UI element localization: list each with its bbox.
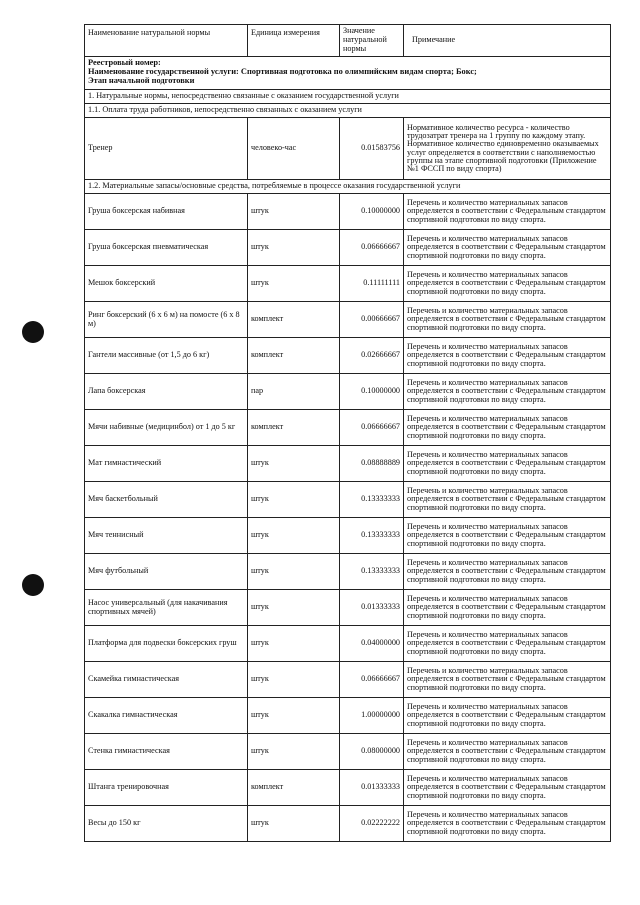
norm-unit: комплект (248, 770, 340, 806)
norm-note: Перечень и количество материальных запасов определяется в соответствии с Федеральным стандартом спортивной подготовки по виду спорта. (404, 482, 611, 518)
norm-value: 0.13333333 (340, 482, 404, 518)
norm-note: Перечень и количество материальных запасов определяется в соответствии с Федеральным стандартом спортивной подготовки по виду спорта. (404, 734, 611, 770)
norm-name: Мяч баскетбольный (85, 482, 248, 518)
norm-name: Груша боксерская набивная (85, 194, 248, 230)
section-row-1 (85, 90, 611, 104)
norm-unit: штук (248, 590, 340, 626)
norm-unit: пар (248, 374, 340, 410)
norm-unit: комплект (248, 338, 340, 374)
material-row (85, 518, 611, 554)
norm-value: 0.10000000 (340, 374, 404, 410)
norm-name: Мяч теннисный (85, 518, 248, 554)
norm-value: 0.02222222 (340, 806, 404, 842)
material-row (85, 734, 611, 770)
norm-unit: штук (248, 734, 340, 770)
norm-note: Нормативное количество ресурса - количество трудозатрат тренера на 1 группу по каждому этапу. Нормативное количество единовременно оказываемых услуг определяется в соответствии с наполняемостью группы на этапе спортивной подготовки (Приложение №1 ФССП по виду спорта) (404, 118, 611, 180)
norm-note: Перечень и количество материальных запасов определяется в соответствии с Федеральным стандартом спортивной подготовки по виду спорта. (404, 194, 611, 230)
material-row (85, 266, 611, 302)
registry-cell (85, 57, 611, 90)
norm-name: Гантели массивные (от 1,5 до 6 кг) (85, 338, 248, 374)
norm-value: 0.11111111 (340, 266, 404, 302)
norm-name: Мат гимнастический (85, 446, 248, 482)
norm-value: 0.10000000 (340, 194, 404, 230)
material-row (85, 590, 611, 626)
norm-name: Лапа боксерская (85, 374, 248, 410)
punch-hole-top (22, 321, 44, 343)
material-row (85, 302, 611, 338)
norm-unit: штук (248, 518, 340, 554)
norm-unit: штук (248, 698, 340, 734)
norm-note: Перечень и количество материальных запасов определяется в соответствии с Федеральным стандартом спортивной подготовки по виду спорта. (404, 302, 611, 338)
norm-value: 0.06666667 (340, 662, 404, 698)
norm-value: 0.06666667 (340, 230, 404, 266)
norm-note: Перечень и количество материальных запасов определяется в соответствии с Федеральным стандартом спортивной подготовки по виду спорта. (404, 590, 611, 626)
material-row (85, 698, 611, 734)
norm-value: 1.00000000 (340, 698, 404, 734)
norm-note: Перечень и количество материальных запасов определяется в соответствии с Федеральным стандартом спортивной подготовки по виду спорта. (404, 770, 611, 806)
norm-unit: штук (248, 446, 340, 482)
norm-name: Скамейка гимнастическая (85, 662, 248, 698)
section-title: 1.2. Материальные запасы/основные средства, потребляемые в процессе оказания государственной услуги (85, 180, 611, 194)
norm-value: 0.00666667 (340, 302, 404, 338)
norm-note: Перечень и количество материальных запасов определяется в соответствии с Федеральным стандартом спортивной подготовки по виду спорта. (404, 410, 611, 446)
norm-name: Тренер (85, 118, 248, 180)
norm-value: 0.01333333 (340, 770, 404, 806)
norm-name: Насос универсальный (для накачивания спортивных мячей) (85, 590, 248, 626)
material-row (85, 770, 611, 806)
norms-table (84, 24, 611, 842)
trainer-row (85, 118, 611, 180)
header-row (85, 25, 611, 57)
norm-note: Перечень и количество материальных запасов определяется в соответствии с Федеральным стандартом спортивной подготовки по виду спорта. (404, 266, 611, 302)
norm-unit: штук (248, 806, 340, 842)
norm-value: 0.01333333 (340, 590, 404, 626)
header-value: Значение натуральной нормы (340, 25, 404, 57)
norm-name: Скакалка гимнастическая (85, 698, 248, 734)
norm-note: Перечень и количество материальных запасов определяется в соответствии с Федеральным стандартом спортивной подготовки по виду спорта. (404, 554, 611, 590)
norm-value: 0.13333333 (340, 554, 404, 590)
norm-name: Платформа для подвески боксерских груш (85, 626, 248, 662)
punch-hole-bottom (22, 574, 44, 596)
norm-unit: комплект (248, 302, 340, 338)
material-row (85, 626, 611, 662)
norm-note: Перечень и количество материальных запасов определяется в соответствии с Федеральным стандартом спортивной подготовки по виду спорта. (404, 626, 611, 662)
norm-name: Весы до 150 кг (85, 806, 248, 842)
norm-note: Перечень и количество материальных запасов определяется в соответствии с Федеральным стандартом спортивной подготовки по виду спорта. (404, 230, 611, 266)
material-row (85, 230, 611, 266)
norm-note: Перечень и количество материальных запасов определяется в соответствии с Федеральным стандартом спортивной подготовки по виду спорта. (404, 338, 611, 374)
norm-name: Штанга тренировочная (85, 770, 248, 806)
norms-table-body (85, 25, 611, 842)
norm-unit: штук (248, 482, 340, 518)
norm-name: Стенка гимнастическая (85, 734, 248, 770)
norm-unit: штук (248, 626, 340, 662)
material-row (85, 194, 611, 230)
norm-note: Перечень и количество материальных запасов определяется в соответствии с Федеральным стандартом спортивной подготовки по виду спорта. (404, 518, 611, 554)
norm-value: 0.13333333 (340, 518, 404, 554)
norm-note: Перечень и количество материальных запасов определяется в соответствии с Федеральным стандартом спортивной подготовки по виду спорта. (404, 446, 611, 482)
section-title: 1. Натуральные нормы, непосредственно связанные с оказанием государственной услуги (85, 90, 611, 104)
header-note: Примечание (404, 25, 611, 57)
header-unit: Единица измерения (248, 25, 340, 57)
norm-value: 0.02666667 (340, 338, 404, 374)
material-row (85, 410, 611, 446)
norm-unit: штук (248, 662, 340, 698)
header-name: Наименование натуральной нормы (85, 25, 248, 57)
norm-unit: штук (248, 230, 340, 266)
norm-unit: штук (248, 554, 340, 590)
registry-row (85, 57, 611, 90)
norm-name: Мячи набивные (медицинбол) от 1 до 5 кг (85, 410, 248, 446)
section-title: 1.1. Оплата труда работников, непосредственно связанных с оказанием услуги (85, 104, 611, 118)
norm-note: Перечень и количество материальных запасов определяется в соответствии с Федеральным стандартом спортивной подготовки по виду спорта. (404, 374, 611, 410)
norm-value: 0.08000000 (340, 734, 404, 770)
material-row (85, 446, 611, 482)
material-row (85, 806, 611, 842)
norm-value: 0.04000000 (340, 626, 404, 662)
material-row (85, 662, 611, 698)
norm-name: Ринг боксерский (6 x 6 м) на помосте (6 x 8 м) (85, 302, 248, 338)
norm-unit: комплект (248, 410, 340, 446)
norm-note: Перечень и количество материальных запасов определяется в соответствии с Федеральным стандартом спортивной подготовки по виду спорта. (404, 662, 611, 698)
material-row (85, 374, 611, 410)
section-row-1-2 (85, 180, 611, 194)
norm-value: 0.06666667 (340, 410, 404, 446)
norm-name: Мяч футбольный (85, 554, 248, 590)
material-row (85, 554, 611, 590)
norm-value: 0.08888889 (340, 446, 404, 482)
norm-name: Мешок боксерский (85, 266, 248, 302)
registry-number-label: Реестровый номер: (88, 58, 161, 67)
material-row (85, 482, 611, 518)
material-row (85, 338, 611, 374)
norm-name: Груша боксерская пневматическая (85, 230, 248, 266)
norm-note: Перечень и количество материальных запасов определяется в соответствии с Федеральным стандартом спортивной подготовки по виду спорта. (404, 806, 611, 842)
service-stage: Этап начальной подготовки (88, 76, 195, 86)
norm-unit: штук (248, 266, 340, 302)
service-name: Наименование государственной услуги: Спортивная подготовка по олимпийским видам спорта; Бокс; (88, 67, 477, 77)
norm-unit: человеко-час (248, 118, 340, 180)
norm-note: Перечень и количество материальных запасов определяется в соответствии с Федеральным стандартом спортивной подготовки по виду спорта. (404, 698, 611, 734)
norm-value: 0.01583756 (340, 118, 404, 180)
norm-unit: штук (248, 194, 340, 230)
section-row-1-1 (85, 104, 611, 118)
